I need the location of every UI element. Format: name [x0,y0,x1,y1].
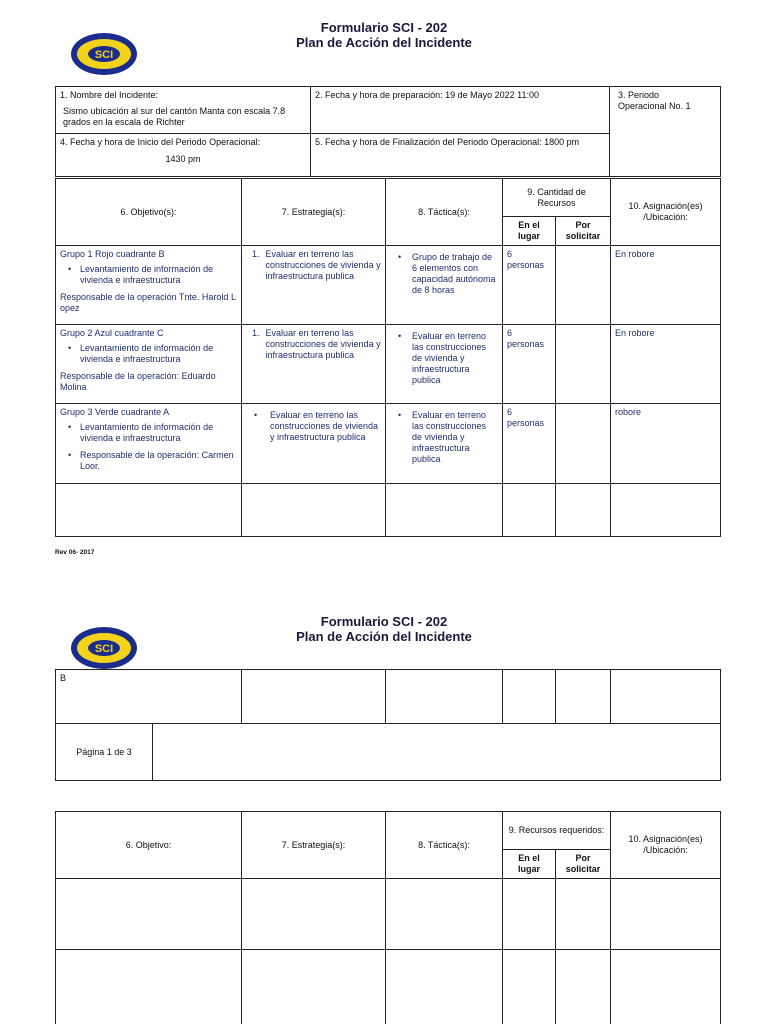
empty-cell[interactable] [556,484,611,537]
empty-cell[interactable] [556,879,611,950]
empty-cell[interactable] [611,950,721,1024]
objective-item: • Levantamiento de información de vivienda e infraestructura [60,422,237,444]
header-cantidad-recursos: 9. Cantidad de Recursos [503,179,611,217]
table-row [56,246,721,325]
objective-cell [56,404,242,484]
empty-cell[interactable] [242,670,386,724]
incident-name-value: Sismo ubicación al sur del cantón Manta con escala 7.8 grados en la escala de Richter [63,106,286,127]
header-por-solicitar: Por solicitar [556,217,611,246]
header-en-el-lugar: En el lugar [503,217,556,246]
empty-cell[interactable] [56,950,242,1024]
responsible-text: Responsable de la operación Tnte. Harold L opez [60,292,236,313]
empty-cell[interactable] [611,879,721,950]
header-tactica: 8. Táctica(s): [386,812,503,879]
table-row [56,404,721,484]
group-name: Grupo 3 Verde cuadrante A [60,407,170,417]
por-solicitar-cell [556,246,611,325]
header-por-solicitar: Por solicitar [556,850,611,879]
empty-cell[interactable] [503,670,556,724]
logo-text: SCI [94,49,114,61]
assignment-cell: En robore [611,325,721,404]
continuation-table [55,669,721,781]
tactic-item: • Evaluar en terreno las construcciones de vivienda y infraestructura publica [390,331,498,386]
operational-period-cell [610,87,721,177]
strategy-number: 1. [252,328,260,338]
form-title: Formulario SCI - 202 [320,614,448,629]
header-objetivos: 6. Objetivo(s): [56,179,242,246]
assignment-cell: robore [611,404,721,484]
empty-cell[interactable] [242,950,386,1024]
tactic-cell [386,404,503,484]
marker-text: B [60,673,67,683]
header-asignacion: 10. Asignación(es) /Ubicación: [611,179,721,246]
empty-cell[interactable] [503,879,556,950]
tactic-cell [386,246,503,325]
responsible-item: • Responsable de la operación: Carmen Loor. [60,450,237,472]
empty-cell[interactable] [56,484,242,537]
empty-cell[interactable] [503,484,556,537]
empty-cell[interactable] [386,484,503,537]
por-solicitar-cell [556,325,611,404]
empty-row [56,879,721,950]
en-lugar-cell: 6 personas [503,325,556,404]
empty-cell[interactable] [503,950,556,1024]
empty-cell[interactable] [153,724,721,781]
responsible-text: Responsable de la operación: Eduardo Molina [60,371,216,392]
empty-cell[interactable] [386,670,503,724]
form-subtitle: Plan de Acción del Incidente [296,35,472,50]
en-lugar-cell: 6 personas [503,404,556,484]
empty-cell[interactable] [242,484,386,537]
header-tactica: 8. Táctica(s): [386,179,503,246]
empty-cell[interactable] [242,879,386,950]
empty-row [56,950,721,1024]
page-number-cell: Página 1 de 3 [56,724,153,781]
form-title: Formulario SCI - 202 [320,20,448,35]
preparation-date-cell: 2. Fecha y hora de preparación: 19 de Mayo 2022 11:00 [311,87,610,134]
marker-cell [56,670,242,724]
tactic-item: • Grupo de trabajo de 6 elementos con capacidad autónoma de 8 horas [390,252,498,296]
start-date-value: 1430 pm [165,154,201,164]
action-plan-table [55,178,721,537]
assignment-cell: En robore [611,246,721,325]
header-estrategia: 7. Estrategia(s): [242,812,386,879]
form-subtitle: Plan de Acción del Incidente [296,629,472,644]
empty-cell[interactable] [611,670,721,724]
empty-cell[interactable] [556,670,611,724]
tactic-cell [386,325,503,404]
objective-cell [56,246,242,325]
header-objetivo: 6. Objetivo: [56,812,242,879]
tactic-item: • Evaluar en terreno las construcciones de vivienda y infraestructura publica [390,410,498,465]
incident-name-cell [56,87,311,134]
objective-item: • Levantamiento de información de vivienda e infraestructura [60,343,237,365]
empty-cell[interactable] [386,879,503,950]
objective-cell [56,325,242,404]
header-estrategia: 7. Estrategia(s): [242,179,386,246]
por-solicitar-cell [556,404,611,484]
end-date-cell: 5. Fecha y hora de Finalización del Periodo Operacional: 1800 pm [311,134,610,177]
header-en-el-lugar: En el lugar [503,850,556,879]
revision-label: Rev 06- 2017 [55,549,95,556]
table-row [56,325,721,404]
strategy-cell [242,325,386,404]
en-lugar-cell: 6 personas [503,246,556,325]
empty-row [56,484,721,537]
logo-text: SCI [94,643,114,655]
strategy-text: Evaluar en terreno las construcciones de vivienda y infraestructura publica [265,249,381,281]
start-date-cell [56,134,311,177]
strategy-number: 1. [252,249,260,259]
strategy-text: Evaluar en terreno las construcciones de vivienda y infraestructura publica [265,328,381,360]
header-asignacion: 10. Asignación(es) /Ubicación: [611,812,721,879]
objective-item: • Levantamiento de información de vivienda e infraestructura [60,264,237,286]
strategy-item: • Evaluar en terreno las construcciones de vivienda y infraestructura publica [246,410,381,443]
strategy-cell [242,404,386,484]
action-plan-table-2 [55,811,721,1024]
empty-cell[interactable] [556,950,611,1024]
operational-period-text: 3. Periodo Operacional No. 1 [618,90,691,111]
empty-cell[interactable] [386,950,503,1024]
strategy-cell [242,246,386,325]
group-name: Grupo 1 Rojo cuadrante B [60,249,165,259]
incident-name-label: 1. Nombre del Incidente: [60,90,159,100]
empty-cell[interactable] [611,484,721,537]
start-date-label: 4. Fecha y hora de Inicio del Periodo Operacional: [60,137,261,147]
group-name: Grupo 2 Azul cuadrante C [60,328,164,338]
incident-info-table [55,86,721,177]
empty-cell[interactable] [56,879,242,950]
header-recursos-requeridos: 9. Recursos requeridos: [503,812,611,850]
